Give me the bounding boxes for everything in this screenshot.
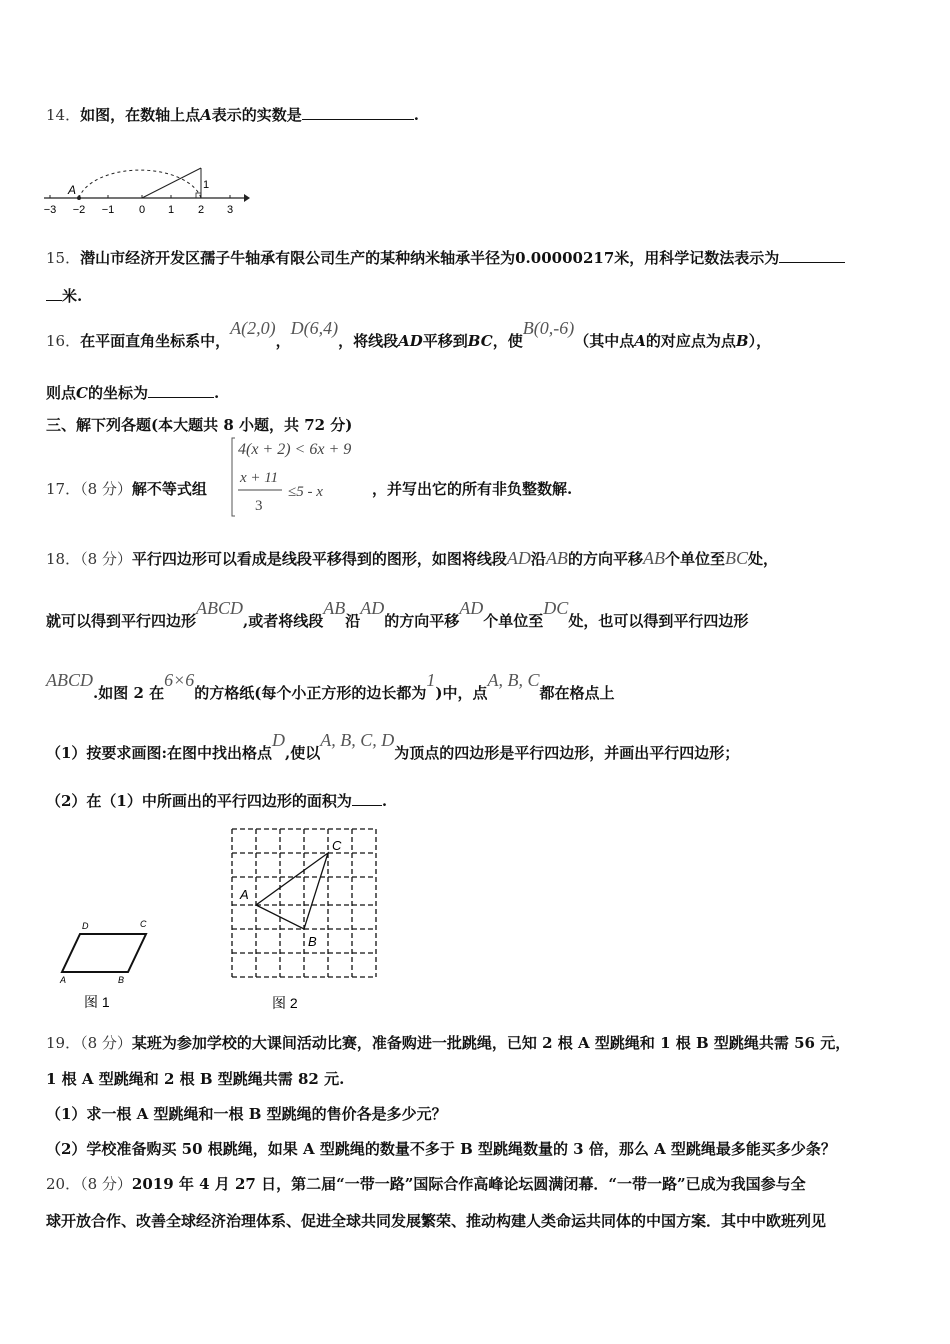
q20-line1 bbox=[46, 1173, 806, 1194]
q18-math-ad: AD bbox=[506, 548, 531, 568]
q14-axis-arrow bbox=[244, 194, 250, 202]
q17-frac-den: 3 bbox=[255, 498, 263, 514]
fig1-label-b: B bbox=[118, 975, 125, 985]
q18-l1e: 处， bbox=[747, 550, 778, 568]
q20-number: 20．（8 分） bbox=[46, 1175, 132, 1193]
q18-math-bc: BC bbox=[724, 548, 748, 568]
q16-point-b: B(0,‑6) bbox=[522, 318, 575, 338]
q18-math-ad2: AD bbox=[360, 598, 385, 618]
q15-text: 潜山市经济开发区孺子牛轴承有限公司生产的某种纳米轴承半径为0.00000217米，用科学记数法表示为 bbox=[80, 249, 780, 267]
section-3-title: 三、解下列各题(本大题共 8 小题，共 72 分) bbox=[46, 416, 353, 434]
q18-l3b: 的方格纸(每个小正方形的边长都为 bbox=[194, 684, 427, 702]
q18-l1d: 个单位至 bbox=[664, 550, 725, 568]
q19-line1 bbox=[46, 1032, 850, 1053]
q16-line bbox=[46, 318, 772, 351]
q17-text2: ，并写出它的所有非负整数解. bbox=[372, 480, 573, 498]
q19-line2: 1 根 A 型跳绳和 2 根 B 型跳绳共需 82 元. bbox=[46, 1070, 345, 1088]
q14-tick-label: 3 bbox=[226, 204, 234, 216]
q14-end: . bbox=[413, 106, 419, 124]
q18-part1 bbox=[46, 730, 740, 763]
q14-height-label: 1 bbox=[203, 179, 210, 191]
q18-l2e: 个单位至 bbox=[483, 612, 544, 630]
q14-number-line-figure bbox=[40, 158, 260, 220]
q18-math-ad3: AD bbox=[459, 598, 484, 618]
q16-end: . bbox=[213, 384, 220, 402]
q16-bc: BC bbox=[467, 332, 493, 350]
q16-line2 bbox=[46, 382, 219, 403]
q18-p1b: ,使以 bbox=[284, 744, 321, 762]
q14-var: A bbox=[200, 106, 212, 124]
fig1-label-d: D bbox=[82, 921, 89, 931]
fig2-triangle-abc bbox=[256, 853, 328, 929]
q18-figure-1 bbox=[52, 915, 162, 1015]
q16-text4: ，使 bbox=[492, 332, 523, 350]
q18-p1a: （1）按要求画图:在图中找出格点 bbox=[46, 744, 272, 762]
q17-line bbox=[46, 478, 207, 499]
q18-math-ab2: AB bbox=[642, 548, 665, 568]
q18-math-dc: DC bbox=[543, 598, 569, 618]
q19-number: 19．（8 分） bbox=[46, 1034, 132, 1052]
q16-text3: 平移到 bbox=[422, 332, 468, 350]
q17-frac-num: x + 11 bbox=[240, 470, 279, 486]
q14-tick-label: 0 bbox=[138, 204, 146, 216]
q20-l1: 2019 年 4 月 27 日，第二届“一带一路”国际合作高峰论坛圆满闭幕．“一带一路”已成为我国参与全 bbox=[131, 1175, 806, 1193]
q14-arc bbox=[79, 170, 201, 198]
q15-answer-blank[interactable] bbox=[779, 248, 845, 263]
q18-math-abcd2: ABCD bbox=[46, 670, 93, 690]
fig1-caption: 图 1 bbox=[84, 994, 110, 1010]
q18-l3d: 都在格点上 bbox=[539, 684, 615, 702]
q18-l1b: 沿 bbox=[530, 550, 546, 568]
q18-l1a: 平行四边形可以看成是线段平移得到的图形，如图将线段 bbox=[131, 550, 507, 568]
q14-text2: 表示的实数是 bbox=[211, 106, 302, 124]
q18-line1 bbox=[46, 548, 778, 569]
q16-text5: （其中点 bbox=[574, 332, 635, 350]
q16-text6: 的对应点为点 bbox=[645, 332, 736, 350]
q18-p1c: 为顶点的四边形是平行四边形，并画出平行四边形； bbox=[394, 744, 740, 762]
q18-p2end: . bbox=[381, 792, 388, 810]
q16-answer-blank[interactable] bbox=[148, 383, 214, 398]
q20-line2: 球开放合作、改善全球经济治理体系、促进全球共同发展繁荣、推动构建人类命运共同体的中国方案．其中中欧班列见 bbox=[46, 1212, 827, 1230]
q18-p2: （2）在（1）中所画出的平行四边形的面积为 bbox=[46, 792, 352, 810]
q18-line2 bbox=[46, 598, 749, 631]
q18-figure-2 bbox=[228, 824, 378, 1016]
q16-text: 在平面直角坐标系中， bbox=[80, 332, 231, 350]
q18-l1c: 的方向平移 bbox=[567, 550, 643, 568]
q16-line2a: 则点 bbox=[46, 384, 77, 402]
q16-text7: ）， bbox=[748, 332, 772, 350]
fig2-label-a: A bbox=[240, 887, 249, 902]
q17-ineq1: 4(x + 2) < 6x + 9 bbox=[238, 441, 352, 458]
q14-tick-label: −3 bbox=[43, 204, 57, 216]
q16-line2b: 的坐标为 bbox=[87, 384, 148, 402]
q16-point-a: A(2,0) bbox=[230, 318, 276, 338]
fig1-label-c: C bbox=[140, 919, 147, 929]
q17-inequality-system bbox=[228, 436, 378, 518]
q14-point-a bbox=[77, 196, 81, 200]
q19-part2: （2）学校准备购买 50 根跳绳，如果 A 型跳绳的数量不多于 B 型跳绳数量的 3 倍，那么 A 型跳绳最多能买多少条？ bbox=[46, 1140, 836, 1158]
q16-pa: A bbox=[634, 332, 646, 350]
q18-l2b: ,或者将线段 bbox=[243, 612, 324, 630]
q16-comma: ， bbox=[275, 332, 291, 350]
q19-part1: （1）求一根 A 型跳绳和一根 B 型跳绳的售价各是多少元？ bbox=[46, 1105, 447, 1123]
q18-math-abcd: ABCD bbox=[196, 598, 244, 618]
q14-answer-blank[interactable] bbox=[302, 105, 414, 120]
q18-math-pts4: A, B, C, D bbox=[320, 730, 395, 750]
q17-text: 解不等式组 bbox=[131, 480, 207, 498]
q17-ineq2-rest: ≤5 - x bbox=[288, 484, 323, 500]
q15-number: 15． bbox=[46, 249, 81, 267]
q14-tick-label: −1 bbox=[101, 204, 115, 216]
q18-part2 bbox=[46, 790, 387, 811]
q14-number: 14． bbox=[46, 106, 81, 124]
q14-text: 如图，在数轴上点 bbox=[80, 106, 201, 124]
q16-pb: B bbox=[735, 332, 749, 350]
q14-tick-label: −2 bbox=[72, 204, 86, 216]
q18-math-d: D bbox=[271, 730, 285, 750]
q18-l3a: .如图 2 在 bbox=[93, 684, 165, 702]
q18-math-ab: AB bbox=[545, 548, 568, 568]
q16-pc: C bbox=[76, 384, 88, 402]
q14-tick-label: 1 bbox=[167, 204, 175, 216]
q18-l2d: 的方向平移 bbox=[384, 612, 460, 630]
q17-brace bbox=[232, 438, 235, 516]
q14-hypotenuse bbox=[142, 168, 201, 198]
fig1-label-a: A bbox=[60, 975, 67, 985]
q15-line2 bbox=[46, 285, 82, 306]
q18-math-pts: A, B, C bbox=[487, 670, 540, 690]
q14-line bbox=[46, 104, 419, 125]
q18-answer-blank[interactable] bbox=[352, 791, 382, 806]
q18-l2f: 处，也可以得到平行四边形 bbox=[568, 612, 749, 630]
q18-l3c: )中，点 bbox=[435, 684, 488, 702]
fig2-grid bbox=[232, 829, 376, 977]
q15-cont: 米. bbox=[62, 287, 83, 305]
fig2-label-c: C bbox=[332, 838, 342, 853]
q18-l2a: 就可以得到平行四边形 bbox=[46, 612, 197, 630]
q16-text2: ，将线段 bbox=[338, 332, 399, 350]
q18-math-grid: 6×6 bbox=[164, 670, 195, 690]
q18-math-ab3: AB bbox=[323, 598, 346, 618]
q14-point-a-label: A bbox=[68, 183, 77, 197]
q15-line bbox=[46, 247, 845, 268]
q17-number: 17．（8 分） bbox=[46, 480, 132, 498]
q16-point-d: D(6,4) bbox=[290, 318, 339, 338]
q19-l1: 某班为参加学校的大课间活动比赛，准备购进一批跳绳，已知 2 根 A 型跳绳和 1 根 B 型跳绳共需 56 元， bbox=[131, 1034, 851, 1052]
q14-tick-label: 2 bbox=[197, 204, 205, 216]
q18-line3 bbox=[46, 670, 615, 703]
q18-l2c: 沿 bbox=[345, 612, 361, 630]
fig1-parallelogram bbox=[62, 934, 146, 972]
q15-answer-blank-cont[interactable] bbox=[46, 286, 62, 301]
q18-number: 18．（8 分） bbox=[46, 550, 132, 568]
q18-math-one: 1 bbox=[426, 670, 436, 690]
fig2-label-b: B bbox=[308, 934, 317, 949]
q16-number: 16． bbox=[46, 332, 81, 350]
q16-ad: AD bbox=[398, 332, 423, 350]
fig2-caption: 图 2 bbox=[272, 995, 298, 1011]
